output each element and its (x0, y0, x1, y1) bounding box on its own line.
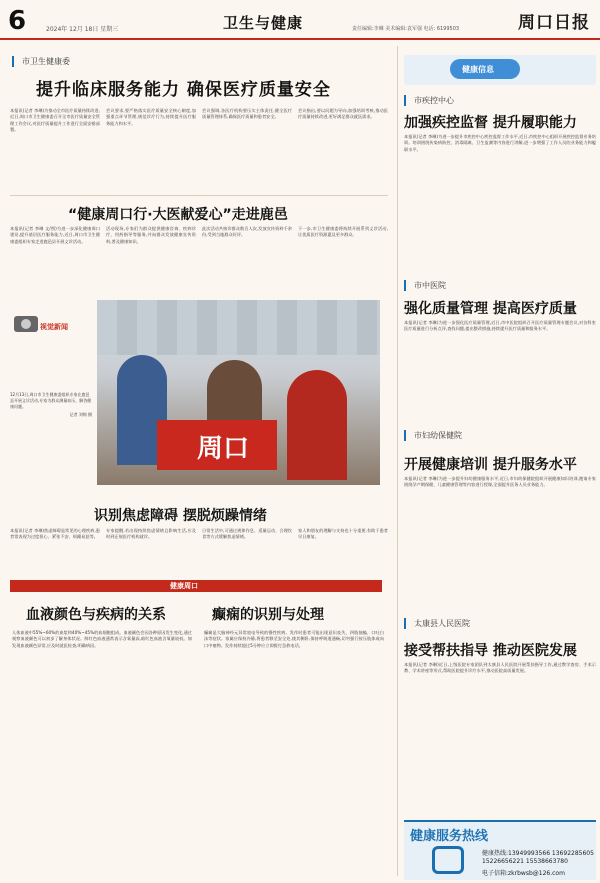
hotline-line: 15226656221 15538663780 (482, 858, 568, 865)
article-col: 下一步,市卫生健康委将持续开展系列义诊活动,让优质医疗资源惠及更多群众。 (298, 226, 388, 238)
right-tag-2: 市中医院 (404, 280, 446, 291)
article-col: 会议指出,要以问题为导向,加强培训考核,推动医疗质量持续改进,更好满足群众就医需求。 (298, 108, 388, 120)
right-body-1: 本报讯(记者 李琳)为进一步提升市疾控中心疾控监督工作水平,近日,市疾控中心组织开展疾控监督业务培训。培训围绕传染病防控、消毒隔离、卫生监测等内容进行讲解,进一步增强了工作人员的业务能力和履职水平。 (404, 134, 596, 152)
camera-icon (14, 316, 38, 332)
separator (10, 195, 388, 196)
article-col: 日常生活中,可通过规律作息、适量运动、合理饮食等方式缓解焦虑情绪。 (202, 528, 292, 540)
photo-caption (10, 392, 92, 418)
article-3-body (10, 528, 388, 541)
right-body-2: 本报讯(记者 李琳)为进一步强化医疗质量管理,近日,市中医院组织召开医疗质量管理专题会议,对各科室医疗质量进行分析点评,查找问题,提出整改措施,持续提升医疗质量和服务水平。 (404, 320, 596, 332)
health-band: 健康周口 (10, 580, 382, 592)
article-col: 本报讯(记者 李琳)焦虑障碍是常见的心理疾病,患者常表现为过度担心、紧张不安、烦躁易怒等。 (10, 528, 100, 540)
hotline-line: 健康热线:13949993566 13692285605 (482, 850, 594, 857)
photo-credit: 记者 刘锦 摄 (69, 412, 92, 417)
right-body-3: 本报讯(记者 李琳)为进一步提升妇幼健康服务水平,近日,市妇幼保健院组织开展健康知识培训,邀请专家围绕孕产期保健、儿童健康管理等内容进行授课,全面提升医务人员业务能力。 (404, 476, 596, 488)
column-a-headline: 血液颜色与疾病的关系 (26, 607, 166, 623)
section-title: 卫生与健康 (223, 14, 304, 32)
article-col: 会议要求,要严格落实医疗质量安全核心制度,加强重点环节管理,规范诊疗行为,持续提升医疗服务能力和水平。 (106, 108, 196, 126)
right-tag-1: 市疾控中心 (404, 95, 454, 106)
page-number: 6 (8, 6, 27, 36)
hotline-title: 健康服务热线 (410, 829, 489, 844)
right-headline-2: 强化质量管理 提高医疗质量 (404, 301, 577, 317)
article-col: 专家提醒,若出现持续焦虑情绪且影响生活,应及时到正规医疗机构就诊。 (106, 528, 196, 540)
article-col: 活动现场,专家们为群众提供健康咨询、疾病诊疗、用药指导等服务,并向群众发放健康宣传资料,普及健康知识。 (106, 226, 196, 244)
column-b-body: 癫痫是大脑神经元异常放电导致的慢性疾病。发作时患者可能出现意识丧失、四肢抽搐、口吐白沫等症状。家属应保持冷静,将患者移至安全处,使其侧卧,保持呼吸道通畅,切勿强行按压肢体或向口中塞物。发作持续超过5分钟应立即拨打急救电话。 (204, 630, 384, 648)
editors-line: 责任编辑:李琳 美术编辑:袁军强 电话: 6199503 (352, 26, 460, 32)
phone-icon (432, 846, 464, 874)
hotline-email: 电子信箱:zkrbwsb@126.com (482, 870, 565, 877)
headline-3: 识别焦虑障碍 摆脱烦躁情绪 (94, 508, 267, 524)
section-tag: 市卫生健康委 (12, 56, 70, 67)
masthead-logo: 周口日报 (518, 13, 590, 33)
page-header (0, 0, 600, 40)
article-col: 会议强调,各医疗机构要压实主体责任,健全医疗质量管理体系,确保医疗质量和患者安全。 (202, 108, 292, 120)
column-divider (397, 46, 398, 876)
right-body-4: 本报讯(记者 李琳)近日,上级医院专家团队到太康县人民医院开展帮扶指导工作,通过教学查房、手术示教、学术讲座等形式,帮助医院提升诊疗水平,推动医院高质量发展。 (404, 662, 596, 674)
headline-2: “健康周口行·大医献爱心”走进鹿邑 (68, 207, 288, 223)
photo-label: 视觉新闻 (40, 323, 68, 331)
article-2-body (10, 226, 388, 245)
column-b-headline: 癫痫的识别与处理 (212, 607, 324, 623)
article-col: 此次活动共接诊群众数百人次,发放宣传资料千余份,受到当地群众好评。 (202, 226, 292, 238)
news-photo (97, 300, 380, 485)
header-rule (0, 38, 600, 40)
article-col: 本报讯(记者 李琳)为推动全市医疗质量持续改进,近日,周口市卫生健康委召开全市医疗质量安全管理工作会议,对医疗质量提升工作进行全面安排部署。 (10, 108, 100, 133)
headline: 提升临床服务能力 确保医疗质量安全 (36, 80, 331, 100)
article-body (10, 108, 388, 134)
info-badge: 健康信息 (450, 59, 520, 79)
right-headline-4: 接受帮扶指导 推动医院发展 (404, 643, 577, 659)
right-tag-4: 太康县人民医院 (404, 618, 470, 629)
date-line: 2024年 12月 18日 星期三 (46, 26, 119, 33)
right-headline-1: 加强疾控监督 提升履职能力 (404, 115, 577, 131)
right-tag-3: 市妇幼保健院 (404, 430, 462, 441)
column-a-body: 人体血液中55%~60%的血浆和40%~45%的血细胞组成。血液颜色会因各种原因发生变化,通过观察血液颜色可以初步了解身体状况。鲜红色血液通常表示含氧量高,暗红色血液含氧量较低。如发现血液颜色异常,应及时就医检查,明确病因。 (12, 630, 192, 648)
right-headline-3: 开展健康培训 提升服务水平 (404, 457, 577, 473)
article-col: 家人和朋友的理解与支持也十分重要,有助于患者早日康复。 (298, 528, 388, 540)
caption-text: 12月13日,周口市卫生健康委组织专家在鹿邑县开展义诊活动,专家为群众测量血压、解答健康问题。 (10, 392, 92, 409)
article-col: 本报讯(记者 李琳 文/图)为进一步深化健康周口建设,提升基层医疗服务能力,近日,周口市卫生健康委组织专家走进鹿邑县开展义诊活动。 (10, 226, 100, 244)
photo-banner: 周口 (157, 420, 277, 470)
hotline-box (404, 820, 596, 880)
